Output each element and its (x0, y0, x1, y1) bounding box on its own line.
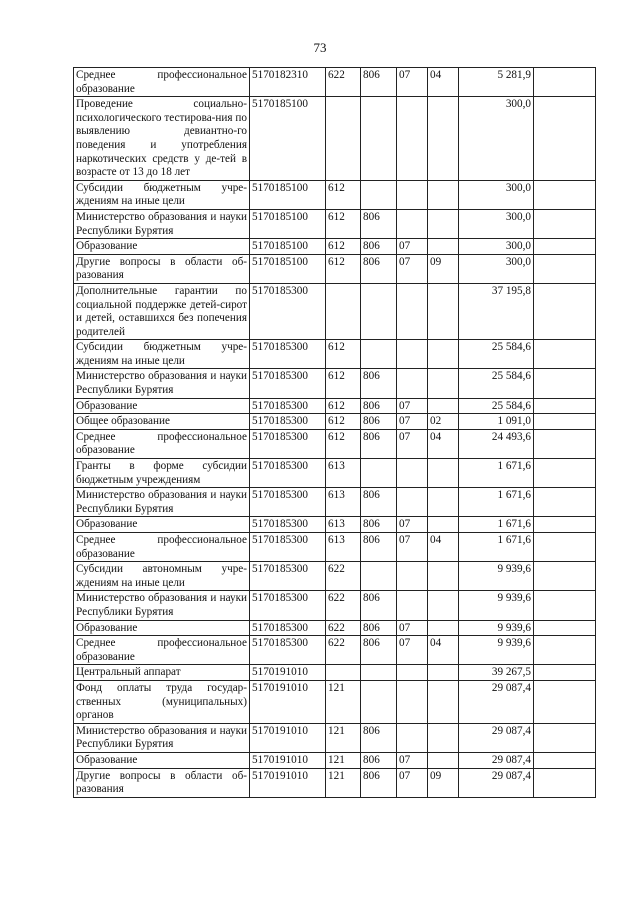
row-name: Центральный аппарат (74, 665, 250, 681)
table-row (74, 620, 596, 636)
table-row (74, 488, 596, 517)
target-article-code: 5170185300 (250, 429, 326, 458)
ministry-code (361, 459, 397, 488)
subsection-code: 04 (428, 68, 459, 97)
ministry-code: 806 (361, 209, 397, 238)
table-row (74, 723, 596, 752)
target-article-code: 5170185300 (250, 562, 326, 591)
row-name: Другие вопросы в области об-разования (74, 254, 250, 283)
subsection-code (428, 680, 459, 723)
table-row (74, 254, 596, 283)
expense-type-code: 613 (326, 517, 361, 533)
empty-cell (534, 254, 596, 283)
subsection-code: 09 (428, 254, 459, 283)
row-name: Гранты в форме субсидии бюджетным учреждениям (74, 459, 250, 488)
amount: 300,0 (459, 254, 534, 283)
table-row (74, 562, 596, 591)
row-name: Образование (74, 752, 250, 768)
row-name: Министерство образования и науки Республики Бурятия (74, 723, 250, 752)
empty-cell (534, 369, 596, 398)
subsection-code: 04 (428, 533, 459, 562)
section-code: 07 (397, 636, 428, 665)
row-name: Министерство образования и науки Республики Бурятия (74, 488, 250, 517)
section-code: 07 (397, 429, 428, 458)
row-name: Среднее профессиональное образование (74, 429, 250, 458)
amount: 25 584,6 (459, 369, 534, 398)
empty-cell (534, 459, 596, 488)
section-code (397, 97, 428, 181)
section-code (397, 459, 428, 488)
row-name: Среднее профессиональное образование (74, 636, 250, 665)
target-article-code: 5170185100 (250, 180, 326, 209)
table-row (74, 283, 596, 339)
subsection-code (428, 209, 459, 238)
target-article-code: 5170191010 (250, 768, 326, 797)
target-article-code: 5170185300 (250, 414, 326, 430)
empty-cell (534, 517, 596, 533)
target-article-code: 5170185300 (250, 488, 326, 517)
expense-type-code: 121 (326, 768, 361, 797)
section-code: 07 (397, 239, 428, 255)
ministry-code (361, 680, 397, 723)
amount: 300,0 (459, 97, 534, 181)
subsection-code (428, 459, 459, 488)
empty-cell (534, 68, 596, 97)
target-article-code: 5170185300 (250, 591, 326, 620)
amount: 9 939,6 (459, 620, 534, 636)
section-code (397, 180, 428, 209)
ministry-code (361, 562, 397, 591)
section-code: 07 (397, 254, 428, 283)
subsection-code (428, 723, 459, 752)
target-article-code: 5170185100 (250, 254, 326, 283)
empty-cell (534, 180, 596, 209)
amount: 9 939,6 (459, 636, 534, 665)
empty-cell (534, 680, 596, 723)
expense-type-code: 612 (326, 180, 361, 209)
section-code (397, 369, 428, 398)
row-name: Субсидии бюджетным учре-ждениям на иные цели (74, 180, 250, 209)
amount: 29 087,4 (459, 752, 534, 768)
section-code (397, 340, 428, 369)
row-name: Образование (74, 398, 250, 414)
empty-cell (534, 414, 596, 430)
table-row (74, 517, 596, 533)
expense-type-code: 612 (326, 239, 361, 255)
table-row (74, 665, 596, 681)
subsection-code (428, 239, 459, 255)
empty-cell (534, 636, 596, 665)
subsection-code: 04 (428, 636, 459, 665)
expense-type-code: 612 (326, 414, 361, 430)
amount: 25 584,6 (459, 398, 534, 414)
section-code: 07 (397, 68, 428, 97)
amount: 9 939,6 (459, 562, 534, 591)
section-code: 07 (397, 752, 428, 768)
ministry-code: 806 (361, 488, 397, 517)
amount: 24 493,6 (459, 429, 534, 458)
expense-type-code: 612 (326, 340, 361, 369)
ministry-code: 806 (361, 620, 397, 636)
empty-cell (534, 533, 596, 562)
row-name: Проведение социально-психологического тестирова-ния по выявлению девиантно-го поведения и употребления наркотических средств у де-тей в возрасте от 13 до 18 лет (74, 97, 250, 181)
section-code: 07 (397, 517, 428, 533)
expense-type-code: 622 (326, 562, 361, 591)
section-code (397, 591, 428, 620)
ministry-code: 806 (361, 398, 397, 414)
table-row (74, 97, 596, 181)
empty-cell (534, 239, 596, 255)
table-row (74, 369, 596, 398)
row-name: Субсидии бюджетным учре-ждениям на иные цели (74, 340, 250, 369)
amount: 5 281,9 (459, 68, 534, 97)
target-article-code: 5170191010 (250, 665, 326, 681)
empty-cell (534, 97, 596, 181)
row-name: Дополнительные гарантии по социальной поддержке детей-сирот и детей, оставшихся без попечения родителей (74, 283, 250, 339)
expense-type-code: 622 (326, 636, 361, 665)
ministry-code: 806 (361, 254, 397, 283)
target-article-code: 5170191010 (250, 752, 326, 768)
table-row (74, 680, 596, 723)
ministry-code: 806 (361, 591, 397, 620)
section-code (397, 723, 428, 752)
section-code: 07 (397, 398, 428, 414)
expense-type-code: 613 (326, 533, 361, 562)
empty-cell (534, 562, 596, 591)
empty-cell (534, 665, 596, 681)
empty-cell (534, 768, 596, 797)
expense-type-code: 613 (326, 488, 361, 517)
expense-type-code: 612 (326, 369, 361, 398)
amount: 29 087,4 (459, 680, 534, 723)
amount: 29 087,4 (459, 723, 534, 752)
table-row (74, 636, 596, 665)
section-code (397, 209, 428, 238)
table-row (74, 752, 596, 768)
target-article-code: 5170182310 (250, 68, 326, 97)
amount: 29 087,4 (459, 768, 534, 797)
amount: 25 584,6 (459, 340, 534, 369)
section-code: 07 (397, 620, 428, 636)
ministry-code (361, 97, 397, 181)
ministry-code: 806 (361, 369, 397, 398)
ministry-code: 806 (361, 239, 397, 255)
target-article-code: 5170185300 (250, 636, 326, 665)
target-article-code: 5170191010 (250, 723, 326, 752)
table-row (74, 429, 596, 458)
row-name: Фонд оплаты труда государ-ственных (муниципальных) органов (74, 680, 250, 723)
ministry-code: 806 (361, 768, 397, 797)
subsection-code (428, 488, 459, 517)
row-name: Министерство образования и науки Республики Бурятия (74, 209, 250, 238)
empty-cell (534, 340, 596, 369)
empty-cell (534, 429, 596, 458)
subsection-code: 09 (428, 768, 459, 797)
amount: 1 671,6 (459, 488, 534, 517)
target-article-code: 5170185300 (250, 459, 326, 488)
ministry-code (361, 665, 397, 681)
row-name: Образование (74, 517, 250, 533)
row-name: Другие вопросы в области об-разования (74, 768, 250, 797)
target-article-code: 5170185100 (250, 97, 326, 181)
subsection-code (428, 752, 459, 768)
subsection-code (428, 340, 459, 369)
amount: 300,0 (459, 239, 534, 255)
expense-type-code: 622 (326, 68, 361, 97)
target-article-code: 5170185100 (250, 239, 326, 255)
empty-cell (534, 752, 596, 768)
subsection-code: 04 (428, 429, 459, 458)
row-name: Образование (74, 620, 250, 636)
empty-cell (534, 591, 596, 620)
amount: 1 671,6 (459, 533, 534, 562)
amount: 39 267,5 (459, 665, 534, 681)
ministry-code: 806 (361, 68, 397, 97)
ministry-code (361, 180, 397, 209)
row-name: Среднее профессиональное образование (74, 533, 250, 562)
amount: 9 939,6 (459, 591, 534, 620)
row-name: Образование (74, 239, 250, 255)
row-name: Общее образование (74, 414, 250, 430)
ministry-code: 806 (361, 752, 397, 768)
subsection-code (428, 620, 459, 636)
table-row (74, 414, 596, 430)
ministry-code (361, 283, 397, 339)
empty-cell (534, 723, 596, 752)
ministry-code (361, 340, 397, 369)
amount: 1 091,0 (459, 414, 534, 430)
empty-cell (534, 209, 596, 238)
section-code: 07 (397, 768, 428, 797)
table-row (74, 398, 596, 414)
target-article-code: 5170185300 (250, 517, 326, 533)
subsection-code (428, 591, 459, 620)
table-row (74, 768, 596, 797)
table-row (74, 68, 596, 97)
table-row (74, 459, 596, 488)
expense-type-code: 121 (326, 723, 361, 752)
empty-cell (534, 398, 596, 414)
amount: 1 671,6 (459, 517, 534, 533)
subsection-code (428, 398, 459, 414)
table-row (74, 340, 596, 369)
target-article-code: 5170185300 (250, 283, 326, 339)
expense-type-code: 121 (326, 680, 361, 723)
target-article-code: 5170185100 (250, 209, 326, 238)
section-code (397, 665, 428, 681)
subsection-code (428, 562, 459, 591)
table-row (74, 209, 596, 238)
target-article-code: 5170191010 (250, 680, 326, 723)
subsection-code (428, 517, 459, 533)
expense-type-code (326, 665, 361, 681)
target-article-code: 5170185300 (250, 398, 326, 414)
empty-cell (534, 283, 596, 339)
ministry-code: 806 (361, 636, 397, 665)
expense-type-code: 121 (326, 752, 361, 768)
expense-type-code (326, 97, 361, 181)
table-row (74, 239, 596, 255)
section-code (397, 680, 428, 723)
ministry-code: 806 (361, 414, 397, 430)
row-name: Министерство образования и науки Республики Бурятия (74, 591, 250, 620)
subsection-code (428, 665, 459, 681)
target-article-code: 5170185300 (250, 620, 326, 636)
ministry-code: 806 (361, 533, 397, 562)
ministry-code: 806 (361, 517, 397, 533)
expense-type-code: 622 (326, 620, 361, 636)
expense-type-code: 622 (326, 591, 361, 620)
amount: 37 195,8 (459, 283, 534, 339)
table-row (74, 591, 596, 620)
table-row (74, 533, 596, 562)
ministry-code: 806 (361, 723, 397, 752)
table-body (74, 68, 596, 798)
expense-type-code: 612 (326, 254, 361, 283)
amount: 300,0 (459, 180, 534, 209)
table-row (74, 180, 596, 209)
subsection-code (428, 369, 459, 398)
section-code (397, 283, 428, 339)
target-article-code: 5170185300 (250, 369, 326, 398)
section-code: 07 (397, 533, 428, 562)
expense-type-code (326, 283, 361, 339)
row-name: Субсидии автономным учре-ждениям на иные цели (74, 562, 250, 591)
row-name: Среднее профессиональное образование (74, 68, 250, 97)
target-article-code: 5170185300 (250, 533, 326, 562)
page-number: 73 (313, 40, 327, 55)
budget-table (73, 67, 596, 798)
subsection-code (428, 283, 459, 339)
expense-type-code: 612 (326, 398, 361, 414)
expense-type-code: 612 (326, 429, 361, 458)
section-code (397, 562, 428, 591)
empty-cell (534, 488, 596, 517)
target-article-code: 5170185300 (250, 340, 326, 369)
empty-cell (534, 620, 596, 636)
amount: 300,0 (459, 209, 534, 238)
ministry-code: 806 (361, 429, 397, 458)
subsection-code (428, 180, 459, 209)
subsection-code: 02 (428, 414, 459, 430)
subsection-code (428, 97, 459, 181)
section-code (397, 488, 428, 517)
row-name: Министерство образования и науки Республики Бурятия (74, 369, 250, 398)
expense-type-code: 613 (326, 459, 361, 488)
amount: 1 671,6 (459, 459, 534, 488)
expense-type-code: 612 (326, 209, 361, 238)
section-code: 07 (397, 414, 428, 430)
